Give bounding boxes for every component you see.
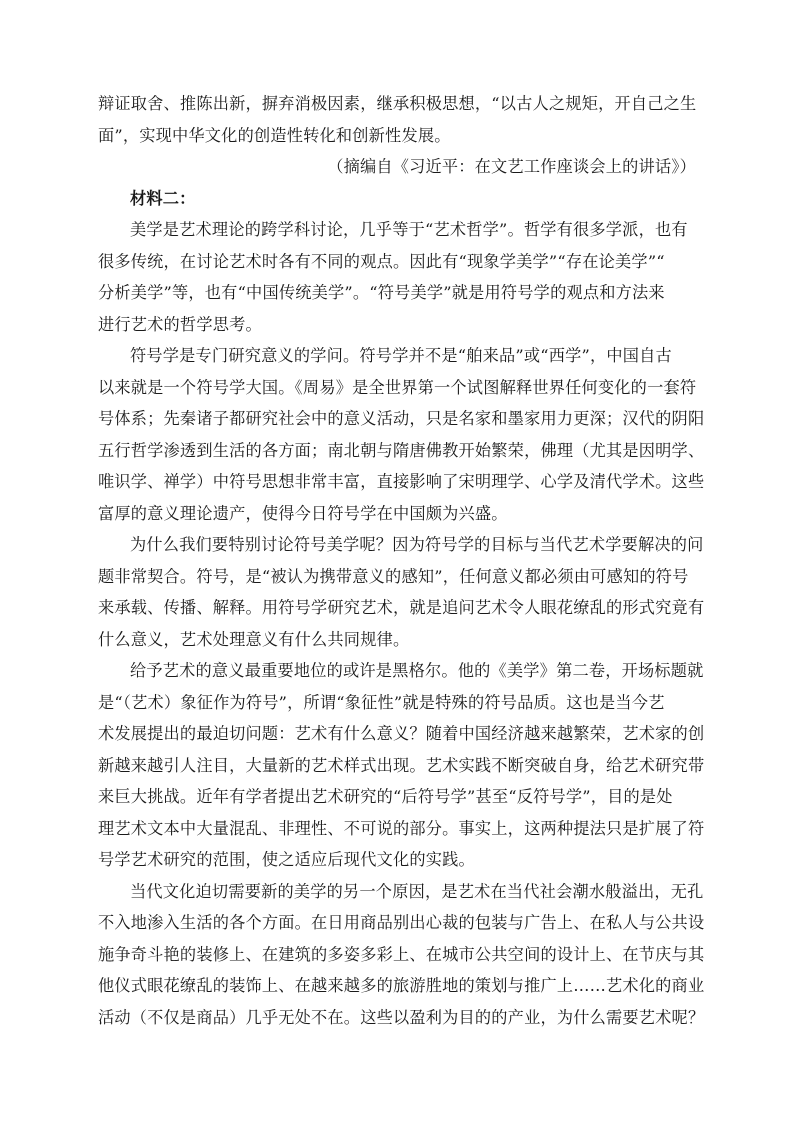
text-line: 题非常契合。符号，是“被认为携带意义的感知”，任何意义都必须由可感知的符号 [98, 566, 689, 586]
text-line: 不入地渗入生活的各个方面。在日用商品别出心裁的包装与广告上、在私人与公共设 [98, 913, 705, 932]
text-line: 什么意义，艺术处理意义有什么共同规律。 [98, 629, 410, 649]
document-page [98, 88, 705, 1033]
text-line: 活动（不仅是商品）几乎无处不在。这些以盈利为目的的产业，为什么需要艺术呢？ [98, 1007, 705, 1027]
text-line: 给予艺术的意义最重要地位的或许是黑格尔。他的《美学》第二卷，开场标题就 [130, 661, 704, 680]
text-line: 术发展提出的最迫切问题：艺术有什么意义？随着中国经济越来越繁荣，艺术家的创 [98, 724, 705, 743]
text-line: 分析美学”等，也有“中国传统美学”。“符号美学”就是用符号学的观点和方法来 [98, 283, 665, 302]
text-line: 辩证取舍、推陈出新，摒弃消极因素，继承积极思想，“以古人之规矩，开自己之生 [98, 94, 697, 113]
text-line: 富厚的意义理论遗产，使得今日符号学在中国颇为兴盛。 [98, 503, 508, 523]
text-line: 面”，实现中华文化的创造性转化和创新性发展。 [98, 125, 451, 145]
text-line: 号学艺术研究的范围，使之适应后现代文化的实践。 [98, 850, 475, 869]
section-heading: 材料二： [130, 188, 196, 208]
text-line: 美学是艺术理论的跨学科讨论，几乎等于“艺术哲学”。哲学有很多学派，也有 [130, 220, 688, 239]
source-citation: （摘编自《习近平：在文艺工作座谈会上的讲话》） [327, 157, 696, 176]
text-line: 号体系；先秦诸子都研究社会中的意义活动，只是名家和墨家用力更深；汉代的阴阳 [98, 409, 705, 428]
text-line: 很多传统，在讨论艺术时各有不同的观点。因此有“现象学美学”“存在论美学”“ [98, 251, 665, 271]
text-line: 理艺术文本中大量混乱、非理性、不可说的部分。事实上，这两种提法只是扩展了符 [98, 818, 705, 838]
text-line: 来承载、传播、解释。用符号学研究艺术，就是追问艺术令人眼花缭乱的形式究竟有 [98, 598, 705, 617]
text-line: 符号学是专门研究意义的学问。符号学并不是“舶来品”或“西学”，中国自古 [130, 346, 672, 365]
text-line: 他仪式眼花缭乱的装饰上、在越来越多的旅游胜地的策划与推广上……艺术化的商业 [98, 976, 705, 995]
text-line: 五行哲学渗透到生活的各方面；南北朝与隋唐佛教开始繁荣，佛理（尤其是因明学、 [98, 440, 705, 460]
text-line: 唯识学、禅学）中符号思想非常丰富，直接影响了宋明理学、心学及清代学术。这些 [98, 472, 705, 491]
text-line: 来巨大挑战。近年有学者提出艺术研究的“后符号学”甚至“反符号学”，目的是处 [98, 787, 673, 806]
text-line: 为什么我们要特别讨论符号美学呢？因为符号学的目标与当代艺术学要解决的问 [130, 535, 704, 554]
text-line: 是“（艺术）象征作为符号”，所谓“象征性”就是特殊的符号品质。这也是当今艺 [98, 692, 665, 712]
text-line: 新越来越引人注目，大量新的艺术样式出现。艺术实践不断突破自身，给艺术研究带 [98, 755, 705, 775]
text-line: 当代文化迫切需要新的美学的另一个原因，是艺术在当代社会潮水般溢出，无孔 [130, 881, 704, 901]
text-line: 进行艺术的哲学思考。 [98, 314, 262, 334]
text-line: 施争奇斗艳的装修上、在建筑的多姿多彩上、在城市公共空间的设计上、在节庆与其 [98, 944, 705, 964]
text-line: 以来就是一个符号学大国。《周易》是全世界第一个试图解释世界任何变化的一套符 [98, 377, 697, 397]
